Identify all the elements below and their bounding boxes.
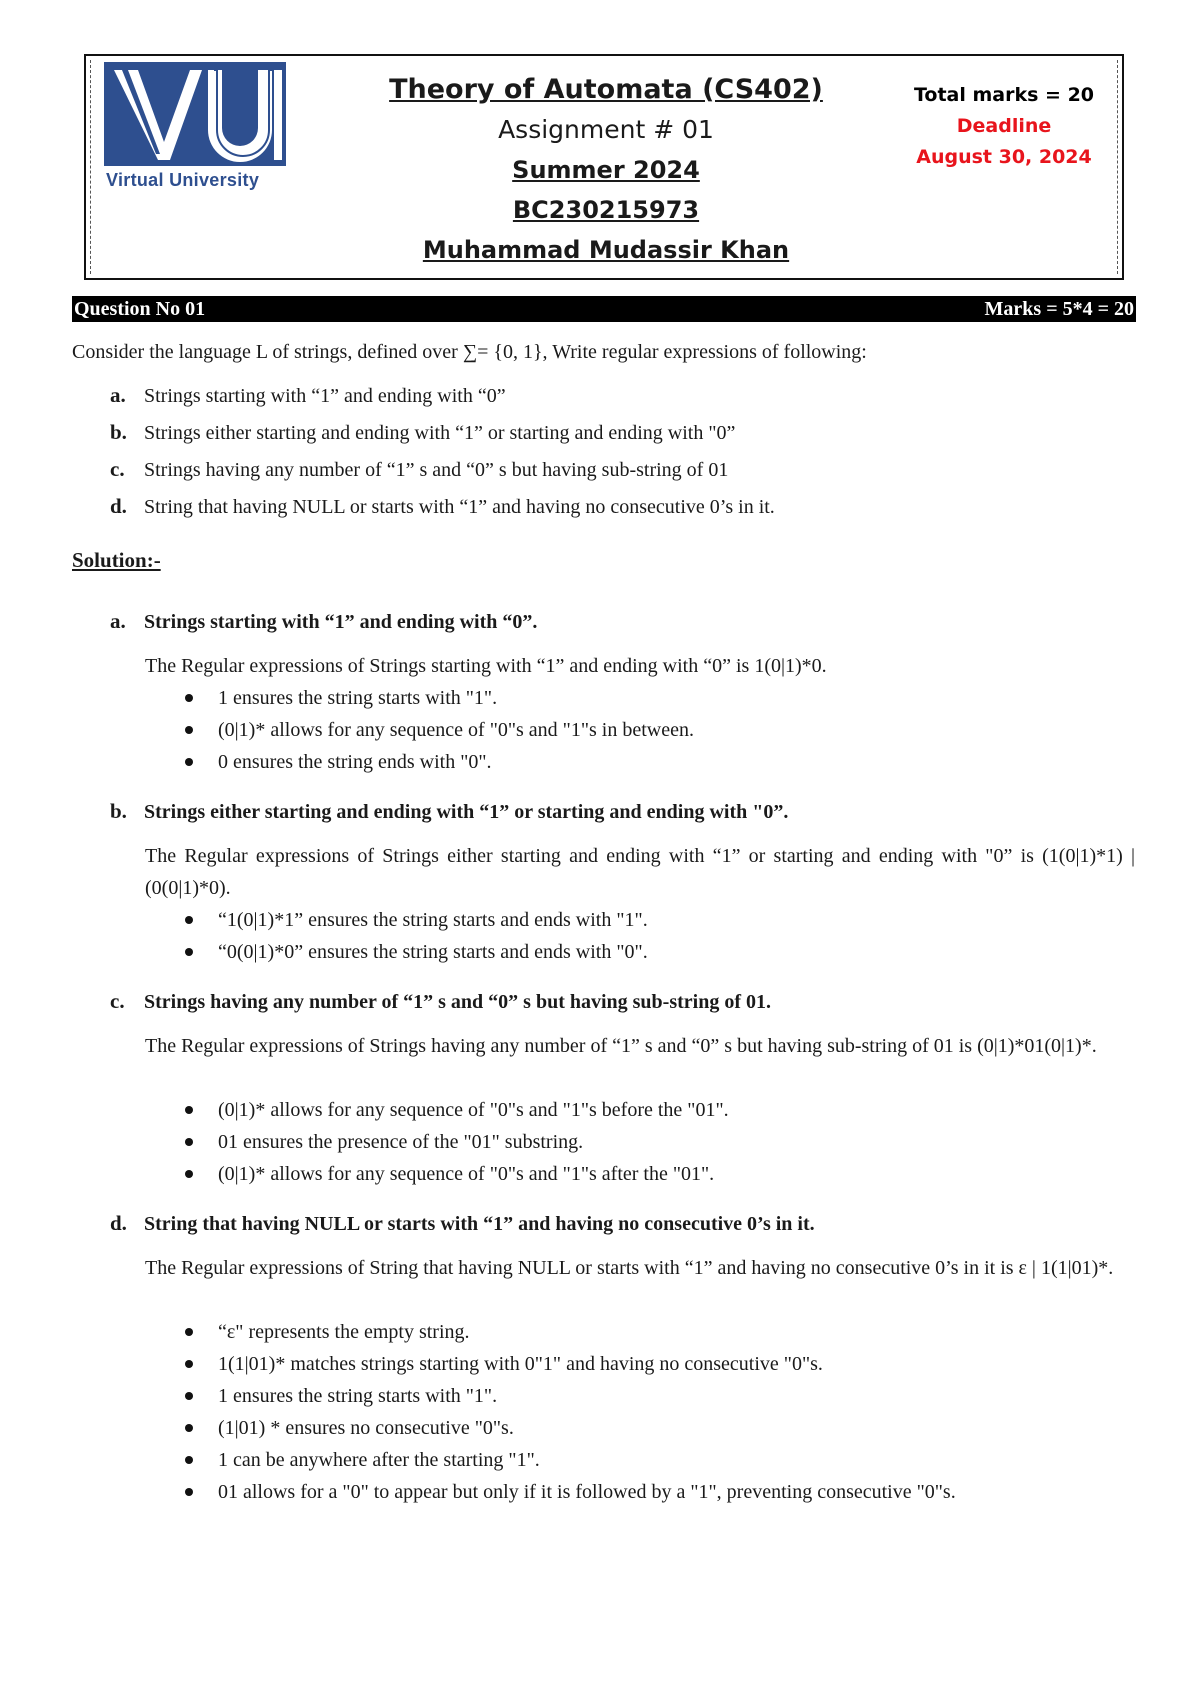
section-d-paragraph: The Regular expressions of String that having NULL or starts with “1” and having no consecutive 0’s in it is ε | 1(1|01)*. <box>145 1257 1114 1279</box>
list-item: “0(0|1)*0” ensures the string starts and ends with "0". <box>170 936 648 968</box>
question-bar <box>72 296 1136 322</box>
list-item: (1|01) * ensures no consecutive "0"s. <box>170 1412 956 1444</box>
section-a-title: a. Strings starting with “1” and ending with “0”. <box>110 609 538 633</box>
deadline-date: August 30, 2024 <box>916 146 1092 168</box>
section-b-paragraph: The Regular expressions of Strings either starting and ending with “1” or starting and ending with "0” is (1(0|1)*1) | (0(0|1)*0). <box>145 845 1135 899</box>
student-id: BC230215973 <box>512 196 700 224</box>
deadline-label: Deadline <box>956 115 1052 137</box>
header-center <box>366 70 846 270</box>
student-name: Muhammad Mudassir Khan <box>422 236 790 264</box>
list-item: 0 ensures the string ends with "0". <box>170 746 694 778</box>
section-b-bullets <box>170 904 648 968</box>
list-item: 1 ensures the string starts with "1". <box>170 1380 956 1412</box>
section-b-title: b. Strings either starting and ending with “1” or starting and ending with "0”. <box>110 799 789 823</box>
section-c-paragraph: The Regular expressions of Strings having any number of “1” s and “0” s but having sub-string of 01 is (0|1)*01(0|1)*. <box>145 1035 1097 1057</box>
section-c-bullets <box>170 1094 729 1190</box>
section-d-title: d. String that having NULL or starts with “1” and having no consecutive 0’s in it. <box>110 1211 815 1235</box>
section-a-paragraph: The Regular expressions of Strings starting with “1” and ending with “0” is 1(0|1)*0. <box>145 655 827 677</box>
list-item: (0|1)* allows for any sequence of "0"s and "1"s in between. <box>170 714 694 746</box>
question-label: Question No 01 <box>74 298 206 320</box>
assignment-number: Assignment # 01 <box>498 115 714 144</box>
list-item: 1 can be anywhere after the starting "1". <box>170 1444 956 1476</box>
total-marks: Total marks = 20 <box>913 84 1095 106</box>
question-list <box>110 380 775 528</box>
section-c-title: c. Strings having any number of “1” s and “0” s but having sub-string of 01. <box>110 989 772 1013</box>
list-item: a. Strings starting with “1” and ending with “0” <box>110 383 506 407</box>
list-item: 1 ensures the string starts with "1". <box>170 682 694 714</box>
header-right <box>904 80 1104 173</box>
list-item: c. Strings having any number of “1” s and “0” s but having sub-string of 01 <box>110 457 729 481</box>
header-box <box>84 54 1124 280</box>
list-item: 01 ensures the presence of the "01" substring. <box>170 1126 729 1158</box>
section-d-bullets <box>170 1316 956 1508</box>
section-a-bullets <box>170 682 694 778</box>
list-item: (0|1)* allows for any sequence of "0"s and "1"s after the "01". <box>170 1158 729 1190</box>
logo-caption: Virtual University <box>106 170 260 190</box>
list-item: “ε" represents the empty string. <box>170 1316 956 1348</box>
solution-heading: Solution:- <box>72 548 161 572</box>
course-title: Theory of Automata (CS402) <box>389 74 823 105</box>
list-item: “1(0|1)*1” ensures the string starts and ends with "1". <box>170 904 648 936</box>
list-item: d. String that having NULL or starts with “1” and having no consecutive 0’s in it. <box>110 494 775 518</box>
list-item: 1(1|01)* matches strings starting with 0"1" and having no consecutive "0"s. <box>170 1348 956 1380</box>
list-item: b. Strings either starting and ending with “1” or starting and ending with "0” <box>110 420 736 444</box>
list-item: (0|1)* allows for any sequence of "0"s and "1"s before the "01". <box>170 1094 729 1126</box>
question-intro: Consider the language L of strings, defined over ∑= {0, 1}, Write regular expressions of following: <box>72 341 867 363</box>
list-item: 01 allows for a "0" to appear but only if it is followed by a "1", preventing consecutive "0"s. <box>170 1476 956 1508</box>
term: Summer 2024 <box>512 156 700 184</box>
question-marks: Marks = 5*4 = 20 <box>984 298 1134 320</box>
